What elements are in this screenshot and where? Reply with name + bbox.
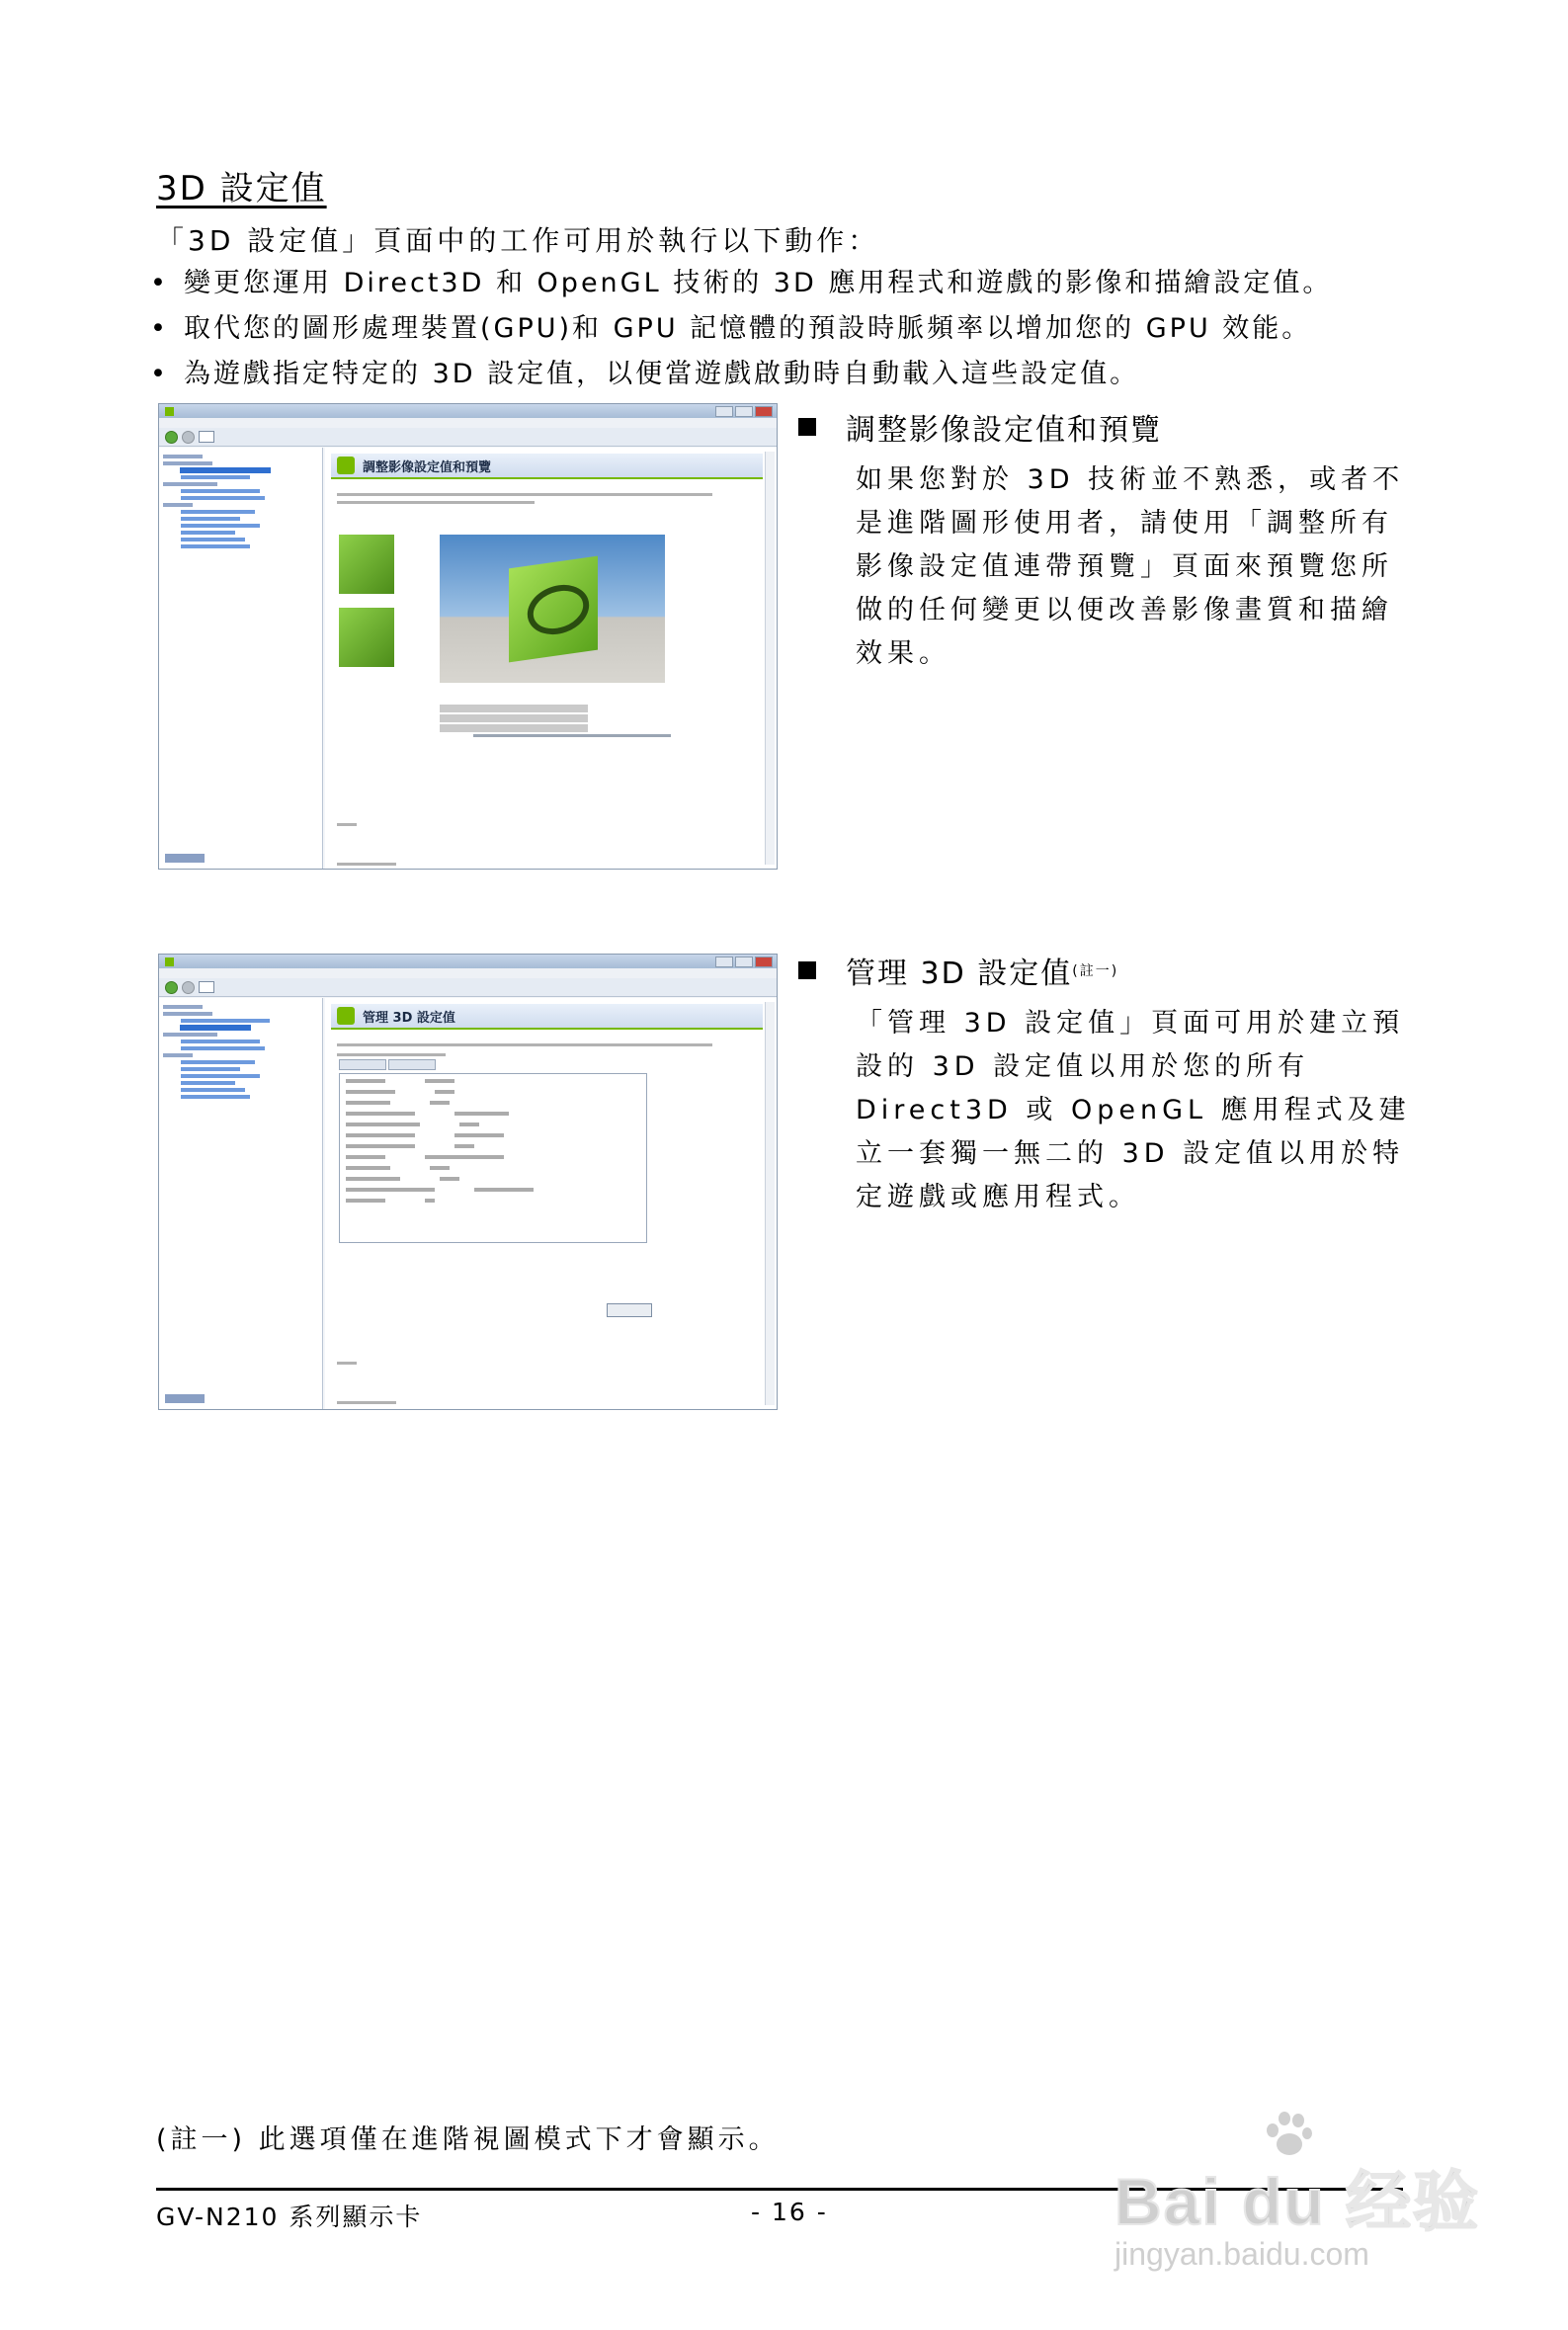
maximize-icon: [735, 406, 753, 417]
home-icon: [199, 431, 214, 443]
nvidia-preview-image: [440, 535, 665, 683]
restore-button: [607, 1303, 652, 1317]
forward-icon: [182, 981, 195, 994]
footer-model: GV-N210 系列顯示卡: [156, 2203, 423, 2231]
item-title: 調整影像設定值和預覽: [846, 413, 1162, 448]
menu-bar: [159, 968, 777, 978]
page-number: - 16 -: [751, 2198, 828, 2226]
preview-thumbnails: [339, 535, 394, 683]
window-titlebar: [159, 955, 777, 968]
system-info-link: [165, 1394, 205, 1403]
scrollbar: [765, 452, 775, 865]
home-icon: [199, 981, 214, 993]
bullet-icon: •: [150, 268, 169, 298]
nvidia-logo-icon: [165, 957, 174, 966]
toolbar: [159, 428, 777, 447]
bullet-icon: •: [150, 313, 169, 344]
window-titlebar: [159, 404, 777, 418]
window-controls: [715, 957, 773, 967]
page-banner: [331, 454, 763, 479]
list-item-text: 變更您運用 Direct3D 和 OpenGL 技術的 3D 應用程式和遊戲的影像和描繪設定值。: [184, 268, 1333, 298]
feature-list: [150, 261, 1332, 397]
close-icon: [755, 957, 773, 967]
navigation-tree: [159, 448, 323, 869]
item-image-settings: [798, 405, 1411, 676]
page-banner: [331, 1004, 763, 1030]
content-pane: [325, 998, 777, 1409]
back-icon: [165, 431, 178, 444]
watermark-url: jingyan.baidu.com: [1114, 2236, 1369, 2272]
back-icon: [165, 981, 178, 994]
bullet-icon: •: [150, 359, 169, 389]
section-intro: 「3D 設定值」頁面中的工作可用於執行以下動作：: [156, 224, 880, 257]
quality-slider: [473, 734, 671, 737]
menu-bar: [159, 418, 777, 428]
screenshot-manage-3d: [158, 954, 778, 1410]
nvidia-logo-icon: [165, 407, 174, 416]
list-item-text: 為遊戲指定特定的 3D 設定值，以便當遊戲啟動時自動載入這些設定值。: [184, 359, 1140, 389]
forward-icon: [182, 431, 195, 444]
banner-title: 管理 3D 設定值: [363, 1010, 455, 1026]
banner-title: 調整影像設定值和預覽: [363, 459, 492, 475]
baidu-watermark: [1114, 2110, 1490, 2297]
item-title: 管理 3D 設定值: [846, 957, 1073, 991]
minimize-icon: [715, 957, 733, 967]
window-controls: [715, 406, 773, 417]
footnote: (註一) 此選項僅在進階視圖模式下才會顯示。: [156, 2124, 780, 2155]
settings-tabs: [339, 1059, 436, 1070]
settings-table: [339, 1073, 647, 1243]
square-bullet-icon: [798, 961, 816, 979]
maximize-icon: [735, 957, 753, 967]
item-body: 如果您對於 3D 技術並不熟悉，或者不是進階圖形使用者，請使用「調整所有影像設定值連帶預覽」頁面來預覽您所做的任何變更以便改善影像畫質和描繪效果。: [856, 464, 1405, 669]
screenshot-image-settings: [158, 403, 778, 870]
system-info-link: [165, 854, 205, 863]
list-item: [150, 306, 1332, 352]
close-icon: [755, 406, 773, 417]
section-title: 3D 設定值: [156, 169, 327, 208]
settings-icon: [337, 457, 355, 474]
navigation-tree: [159, 998, 323, 1409]
scrollbar: [765, 1002, 775, 1405]
item-body: 「管理 3D 設定值」頁面可用於建立預設的 3D 設定值以用於您的所有 Direct3D 或 OpenGL 應用程式及建立一套獨一無二的 3D 設定值以用於特定遊戲或應用程式。: [856, 1008, 1411, 1212]
quality-options: [440, 703, 588, 734]
toolbar: [159, 978, 777, 997]
list-item-text: 取代您的圖形處理裝置(GPU)和 GPU 記憶體的預設時脈頻率以增加您的 GPU 效能。: [184, 313, 1312, 344]
minimize-icon: [715, 406, 733, 417]
item-manage-3d: [798, 949, 1411, 1219]
settings-icon: [337, 1007, 355, 1025]
content-pane: [325, 448, 777, 869]
watermark-brand: Bai du 经验: [1114, 2165, 1481, 2238]
footnote-mark: (註一): [1072, 963, 1119, 979]
square-bullet-icon: [798, 418, 816, 436]
list-item: [150, 261, 1332, 306]
list-item: [150, 352, 1332, 397]
